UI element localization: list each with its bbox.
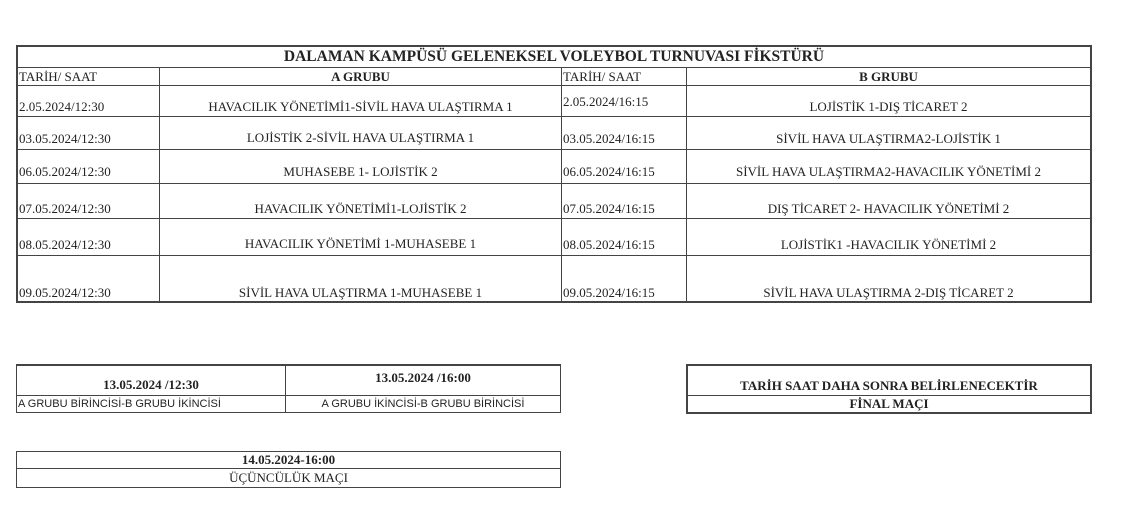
header-b-group: B GRUBU	[859, 69, 918, 84]
row5-a-date: 08.05.2024/12:30	[19, 237, 111, 252]
table-rule-header	[16, 67, 1092, 68]
row4-b-match: DIŞ TİCARET 2- HAVACILIK YÖNETİMİ 2	[767, 201, 1010, 216]
row1-a-match: HAVACILIK YÖNETİMİ1-SİVİL HAVA ULAŞTIRMA 1	[208, 99, 513, 114]
row3-a-date: 06.05.2024/12:30	[19, 164, 111, 179]
table-col-divider-2	[561, 67, 562, 303]
row6-a-date: 09.05.2024/12:30	[19, 285, 111, 300]
row4-a-date: 07.05.2024/12:30	[19, 201, 111, 216]
row1-b-date: 2.05.2024/16:15	[563, 94, 649, 109]
final-border-right	[1090, 364, 1092, 414]
row6-b-match: SİVİL HAVA ULAŞTIRMA 2-DIŞ TİCARET 2	[763, 285, 1014, 300]
table-rule-row1	[16, 116, 1092, 117]
row1-b-match: LOJİSTİK 1-DIŞ TİCARET 2	[809, 99, 968, 114]
final-border-bottom	[686, 412, 1092, 414]
row3-b-match: SİVİL HAVA ULAŞTIRMA2-HAVACILIK YÖNETİMİ 2	[735, 164, 1042, 179]
table-rule-colhead	[16, 85, 1092, 86]
table-rule-row4	[16, 218, 1092, 219]
third-rule-mid	[16, 468, 561, 469]
semi1-date: 13.05.2024 /12:30	[103, 377, 199, 392]
row4-a-match: HAVACILIK YÖNETİMİ1-LOJİSTİK 2	[254, 201, 467, 216]
row6-b-date: 09.05.2024/16:15	[563, 285, 655, 300]
header-a-date: TARİH/ SAAT	[19, 69, 98, 84]
third-date: 14.05.2024-16:00	[241, 452, 336, 467]
header-a-group: A GRUBU	[331, 69, 390, 84]
table-border-bottom	[16, 301, 1092, 303]
table-rule-row3	[16, 183, 1092, 184]
table-border-left	[16, 45, 18, 303]
semis-border-right	[560, 364, 561, 413]
row2-b-date: 03.05.2024/16:15	[563, 131, 655, 146]
final-note: TARİH SAAT DAHA SONRA BELİRLENECEKTİR	[740, 378, 1038, 393]
semis-border-bottom	[16, 412, 561, 413]
row2-b-match: SİVİL HAVA ULAŞTIRMA2-LOJİSTİK 1	[776, 131, 1001, 146]
semis-rule-mid	[16, 395, 561, 396]
row5-b-date: 08.05.2024/16:15	[563, 237, 655, 252]
row6-a-match: SİVİL HAVA ULAŞTIRMA 1-MUHASEBE 1	[238, 285, 483, 300]
third-border-right	[560, 451, 561, 488]
row4-b-date: 07.05.2024/16:15	[563, 201, 655, 216]
table-border-right	[1090, 45, 1092, 303]
fixture-title: DALAMAN KAMPÜSÜ GELENEKSEL VOLEYBOL TURNUVASI FİKSTÜRÜ	[283, 48, 825, 65]
table-rule-row5	[16, 255, 1092, 256]
row5-b-match: LOJİSTİK1 -HAVACILIK YÖNETİMİ 2	[780, 237, 997, 252]
row2-a-date: 03.05.2024/12:30	[19, 131, 111, 146]
row2-a-match: LOJİSTİK 2-SİVİL HAVA ULAŞTIRMA 1	[246, 130, 475, 145]
semi2-date: 13.05.2024 /16:00	[375, 370, 471, 385]
row3-a-match: MUHASEBE 1- LOJİSTİK 2	[283, 164, 438, 179]
row5-a-match: HAVACILIK YÖNETİMİ 1-MUHASEBE 1	[244, 236, 477, 251]
final-label: FİNAL MAÇI	[849, 396, 929, 411]
table-border-top	[16, 45, 1092, 47]
header-b-date: TARİH/ SAAT	[563, 69, 642, 84]
third-label: ÜÇÜNCÜLÜK MAÇI	[229, 470, 348, 485]
row3-b-date: 06.05.2024/16:15	[563, 164, 655, 179]
third-border-bottom	[16, 487, 561, 488]
row1-a-date: 2.05.2024/12:30	[19, 99, 105, 114]
semi2-match: A GRUBU İKİNCİSİ-B GRUBU BİRİNCİSİ	[321, 398, 525, 410]
semis-border-top	[16, 364, 561, 366]
semi1-match: A GRUBU BİRİNCİSİ-B GRUBU İKİNCİSİ	[18, 398, 221, 410]
table-rule-row2	[16, 149, 1092, 150]
final-border-top	[686, 364, 1092, 366]
